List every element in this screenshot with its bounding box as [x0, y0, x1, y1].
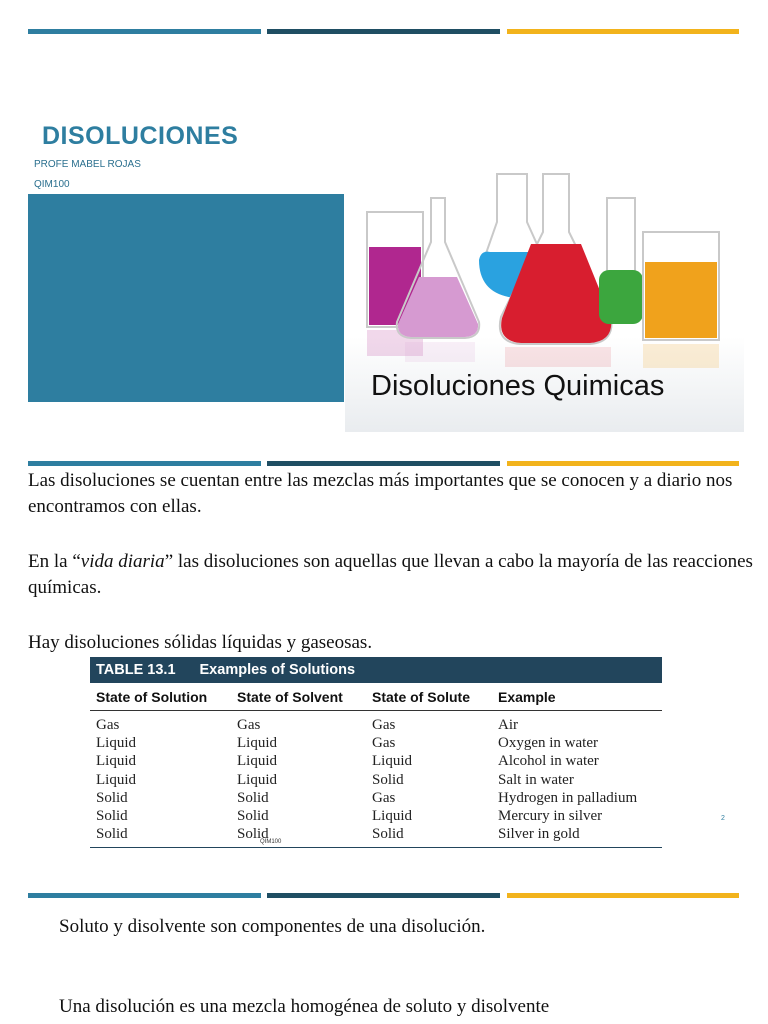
accent-bar-dark [267, 461, 500, 466]
table-cell: Liquid [96, 771, 136, 788]
table-cell: Air [498, 717, 518, 733]
text-segment: ” las disoluciones son aquellas que llevan a cabo la mayoría de las reacciones químicas. [28, 551, 753, 598]
table-cell: Liquid [237, 753, 277, 770]
table-cell: Gas [96, 717, 120, 733]
column-header: State of Solute [366, 683, 492, 711]
accent-bar-blue [28, 461, 261, 466]
column-header: Example [492, 683, 662, 711]
title-color-block [28, 194, 344, 402]
accent-bar-gold [507, 29, 739, 34]
table-row [90, 734, 662, 752]
table-cell: Mercury in silver [498, 808, 603, 825]
table-cell: Hydrogen in palladium [498, 789, 638, 806]
types-paragraph: Hay disoluciones sólidas líquidas y gaseosas. [28, 632, 373, 653]
accent-bar-gold [507, 461, 739, 466]
accent-bar-dark [267, 29, 500, 34]
table-row [90, 807, 662, 825]
table-row [90, 789, 662, 807]
table-cell: Liquid [237, 771, 277, 788]
footer-course-code: QIM100 [260, 839, 282, 845]
intro-paragraph: Las disoluciones se cuentan entre las mezclas más importantes que se conocen y a diario nos encontramos con ellas. [28, 470, 733, 517]
page-number: 2 [721, 815, 725, 822]
daily-life-paragraph [28, 549, 758, 601]
table-row [90, 711, 662, 735]
table-cell: Solid [237, 808, 269, 825]
table-cell: Gas [372, 717, 396, 733]
table-cell: Solid [237, 826, 269, 843]
table-title: Examples of Solutions [199, 662, 356, 678]
solutions-table [90, 657, 662, 848]
table-cell: Salt in water [498, 771, 574, 788]
table-cell: Solid [96, 808, 128, 825]
table-cell: Oxygen in water [498, 735, 598, 752]
course-code: QIM100 [34, 179, 70, 190]
table-cell: Silver in gold [498, 826, 580, 843]
table-cell: Alcohol in water [498, 753, 599, 770]
table-row [90, 825, 662, 848]
table-row [90, 771, 662, 789]
accent-bar-gold [507, 893, 739, 898]
emphasis-text: vida diaria [80, 551, 165, 572]
table-cell: Liquid [96, 735, 136, 752]
author-name: PROFE MABEL ROJAS [34, 159, 141, 170]
table-cell: Solid [237, 789, 269, 806]
table-header-row [90, 683, 662, 711]
table-cell: Liquid [372, 808, 412, 825]
table-cell: Solid [372, 771, 404, 788]
accent-bar-blue [28, 893, 261, 898]
slide-title: DISOLUCIONES [42, 122, 239, 150]
table-row [90, 752, 662, 770]
table-cell: Gas [372, 789, 396, 806]
table-grid [90, 683, 662, 848]
table-cell: Liquid [372, 753, 412, 770]
flasks-image [345, 152, 744, 432]
text-segment: En la “ [28, 551, 81, 572]
table-cell: Solid [372, 826, 404, 843]
components-paragraph: Soluto y disolvente son componentes de una disolución. [59, 916, 486, 937]
accent-bar-blue [28, 29, 261, 34]
table-cell: Liquid [237, 735, 277, 752]
table-cell: Solid [96, 789, 128, 806]
table-caption [90, 657, 662, 683]
column-header: State of Solution [90, 683, 231, 711]
column-header: State of Solvent [231, 683, 366, 711]
table-cell: Liquid [96, 753, 136, 770]
table-number: TABLE 13.1 [96, 662, 176, 678]
table-cell: Gas [237, 717, 261, 733]
accent-bar-dark [267, 893, 500, 898]
image-caption: Disoluciones Quimicas [371, 370, 665, 402]
table-cell: Solid [96, 826, 128, 843]
definition-paragraph: Una disolución es una mezcla homogénea de soluto y disolvente [59, 996, 550, 1017]
table-cell: Gas [372, 735, 396, 752]
